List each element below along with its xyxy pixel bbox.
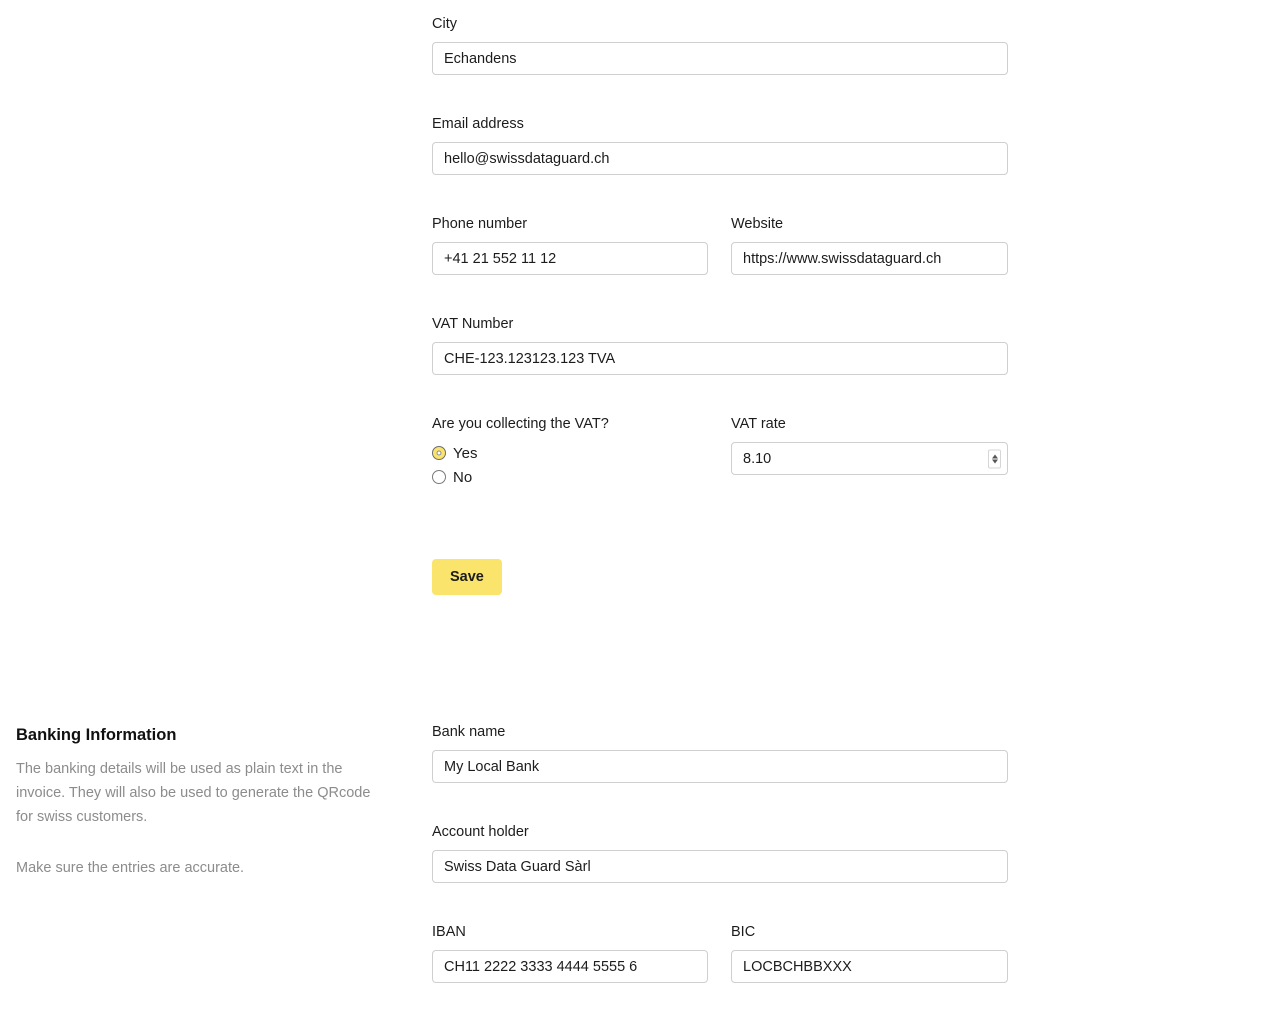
save-button[interactable]: Save <box>432 559 502 595</box>
banking-section-note: Make sure the entries are accurate. <box>16 859 245 876</box>
radio-option-yes[interactable] <box>432 442 708 464</box>
radio-option-no[interactable] <box>432 466 708 488</box>
email-input[interactable] <box>432 142 1008 175</box>
vat-collecting-label: Are you collecting the VAT? <box>432 416 609 432</box>
stepper-up-icon[interactable] <box>992 454 998 458</box>
phone-label: Phone number <box>432 216 528 232</box>
bank-name-input[interactable] <box>432 750 1008 783</box>
email-label: Email address <box>432 116 524 132</box>
field-vat-collecting <box>432 416 708 488</box>
vat-rate-input[interactable] <box>731 442 1008 475</box>
field-vat-rate <box>731 416 1008 475</box>
banking-info-sidebar <box>16 726 396 880</box>
stepper-down-icon[interactable] <box>992 459 998 463</box>
bank-name-label: Bank name <box>432 724 506 740</box>
city-label: City <box>432 16 457 32</box>
city-input[interactable] <box>432 42 1008 75</box>
radio-no-icon[interactable] <box>432 470 446 484</box>
radio-yes-label: Yes <box>453 444 478 462</box>
field-account-holder <box>432 824 1008 883</box>
field-website <box>731 216 1008 275</box>
vat-rate-spinner[interactable] <box>731 442 1008 475</box>
banking-section-description: The banking details will be used as plain text in the invoice. They will also be used to generate the QRcode for swiss customers. <box>16 761 371 826</box>
vat-rate-label: VAT rate <box>731 416 786 432</box>
field-phone <box>432 216 708 275</box>
radio-no-label: No <box>453 468 473 486</box>
field-bank-name <box>432 724 1008 783</box>
bic-label: BIC <box>731 924 756 940</box>
radio-yes-icon[interactable] <box>432 446 446 460</box>
website-label: Website <box>731 216 784 232</box>
number-stepper-icon[interactable] <box>988 449 1001 468</box>
account-holder-input[interactable] <box>432 850 1008 883</box>
vat-number-input[interactable] <box>432 342 1008 375</box>
field-email <box>432 116 1008 175</box>
field-vat-number <box>432 316 1008 375</box>
field-bic <box>731 924 1008 983</box>
iban-label: IBAN <box>432 924 466 940</box>
vat-number-label: VAT Number <box>432 316 514 332</box>
account-holder-label: Account holder <box>432 824 529 840</box>
save-row <box>432 559 1008 595</box>
banking-section-title: Banking Information <box>16 726 177 744</box>
website-input[interactable] <box>731 242 1008 275</box>
bic-input[interactable] <box>731 950 1008 983</box>
field-iban <box>432 924 708 983</box>
phone-input[interactable] <box>432 242 708 275</box>
iban-input[interactable] <box>432 950 708 983</box>
field-city <box>432 16 1008 75</box>
